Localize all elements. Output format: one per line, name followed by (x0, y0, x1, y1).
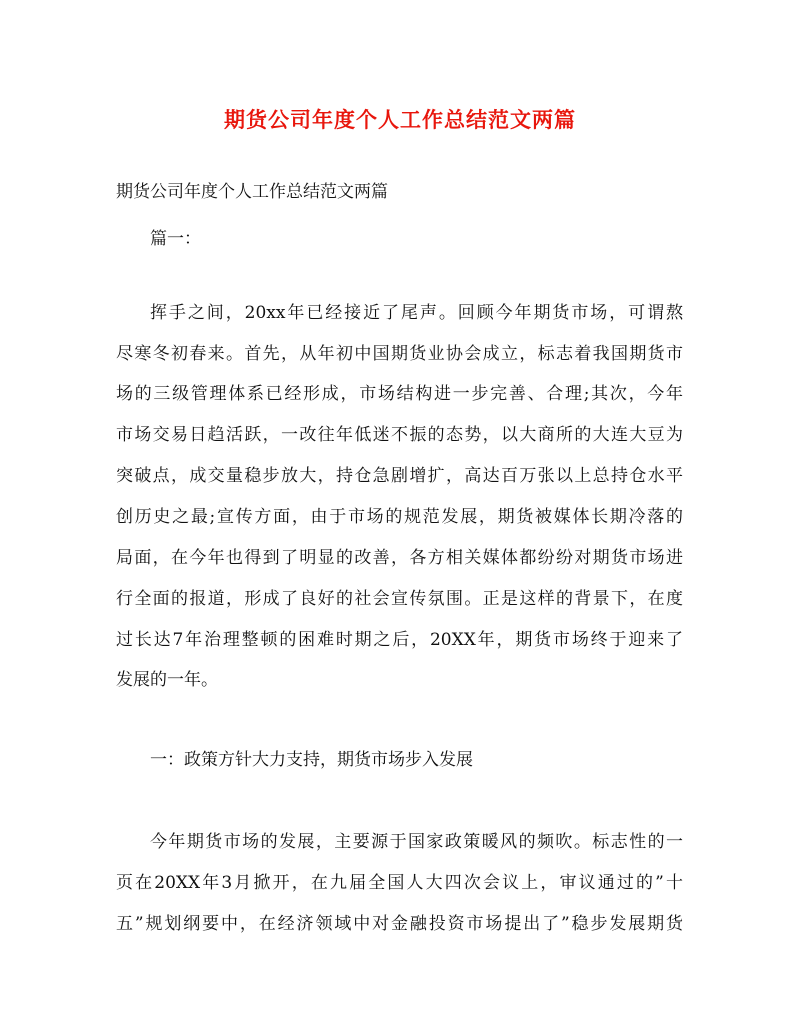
part-label: 篇一： (150, 229, 201, 249)
paragraph-line: 今年期货市场的发展，主要源于国家政策暖风的频吹。标志性的一 (150, 832, 683, 852)
paragraph-line: 市场交易日趋活跃，一改往年低迷不振的态势，以大商所的大连大豆为 (116, 425, 683, 445)
paragraph-line: 尽寒冬初春来。首先，从年初中国期货业协会成立，标志着我国期货市 (116, 344, 683, 364)
paragraph-line: 过长达7年治理整顿的困难时期之后，20XX年，期货市场终于迎来了 (116, 630, 683, 650)
paragraph-line: 五”规划纲要中，在经济领域中对金融投资市场提出了”稳步发展期货 (116, 914, 683, 934)
paragraph-line: 创历史之最;宣传方面，由于市场的规范发展，期货被媒体长期冷落的 (116, 507, 683, 527)
document-title: 期货公司年度个人工作总结范文两篇 (224, 107, 576, 132)
paragraph-line: 场的三级管理体系已经形成，市场结构进一步完善、合理;其次，今年 (116, 384, 683, 404)
paragraph-line: 突破点，成交量稳步放大，持仓急剧增扩，高达百万张以上总持仓水平 (116, 466, 683, 486)
paragraph-line: 挥手之间，20xx年已经接近了尾声。回顾今年期货市场，可谓熬 (150, 303, 683, 323)
section-heading: 一：政策方针大力支持，期货市场步入发展 (150, 750, 473, 770)
paragraph-line: 局面，在今年也得到了明显的改善，各方相关媒体都纷纷对期货市场进 (116, 548, 683, 568)
paragraph-line: 发展的一年。 (116, 670, 218, 690)
paragraph-line: 行全面的报道，形成了良好的社会宣传氛围。正是这样的背景下，在度 (116, 589, 683, 609)
document-subtitle: 期货公司年度个人工作总结范文两篇 (116, 182, 388, 202)
paragraph-line: 页在20XX年3月掀开，在九届全国人大四次会议上，审议通过的”十 (116, 873, 683, 893)
